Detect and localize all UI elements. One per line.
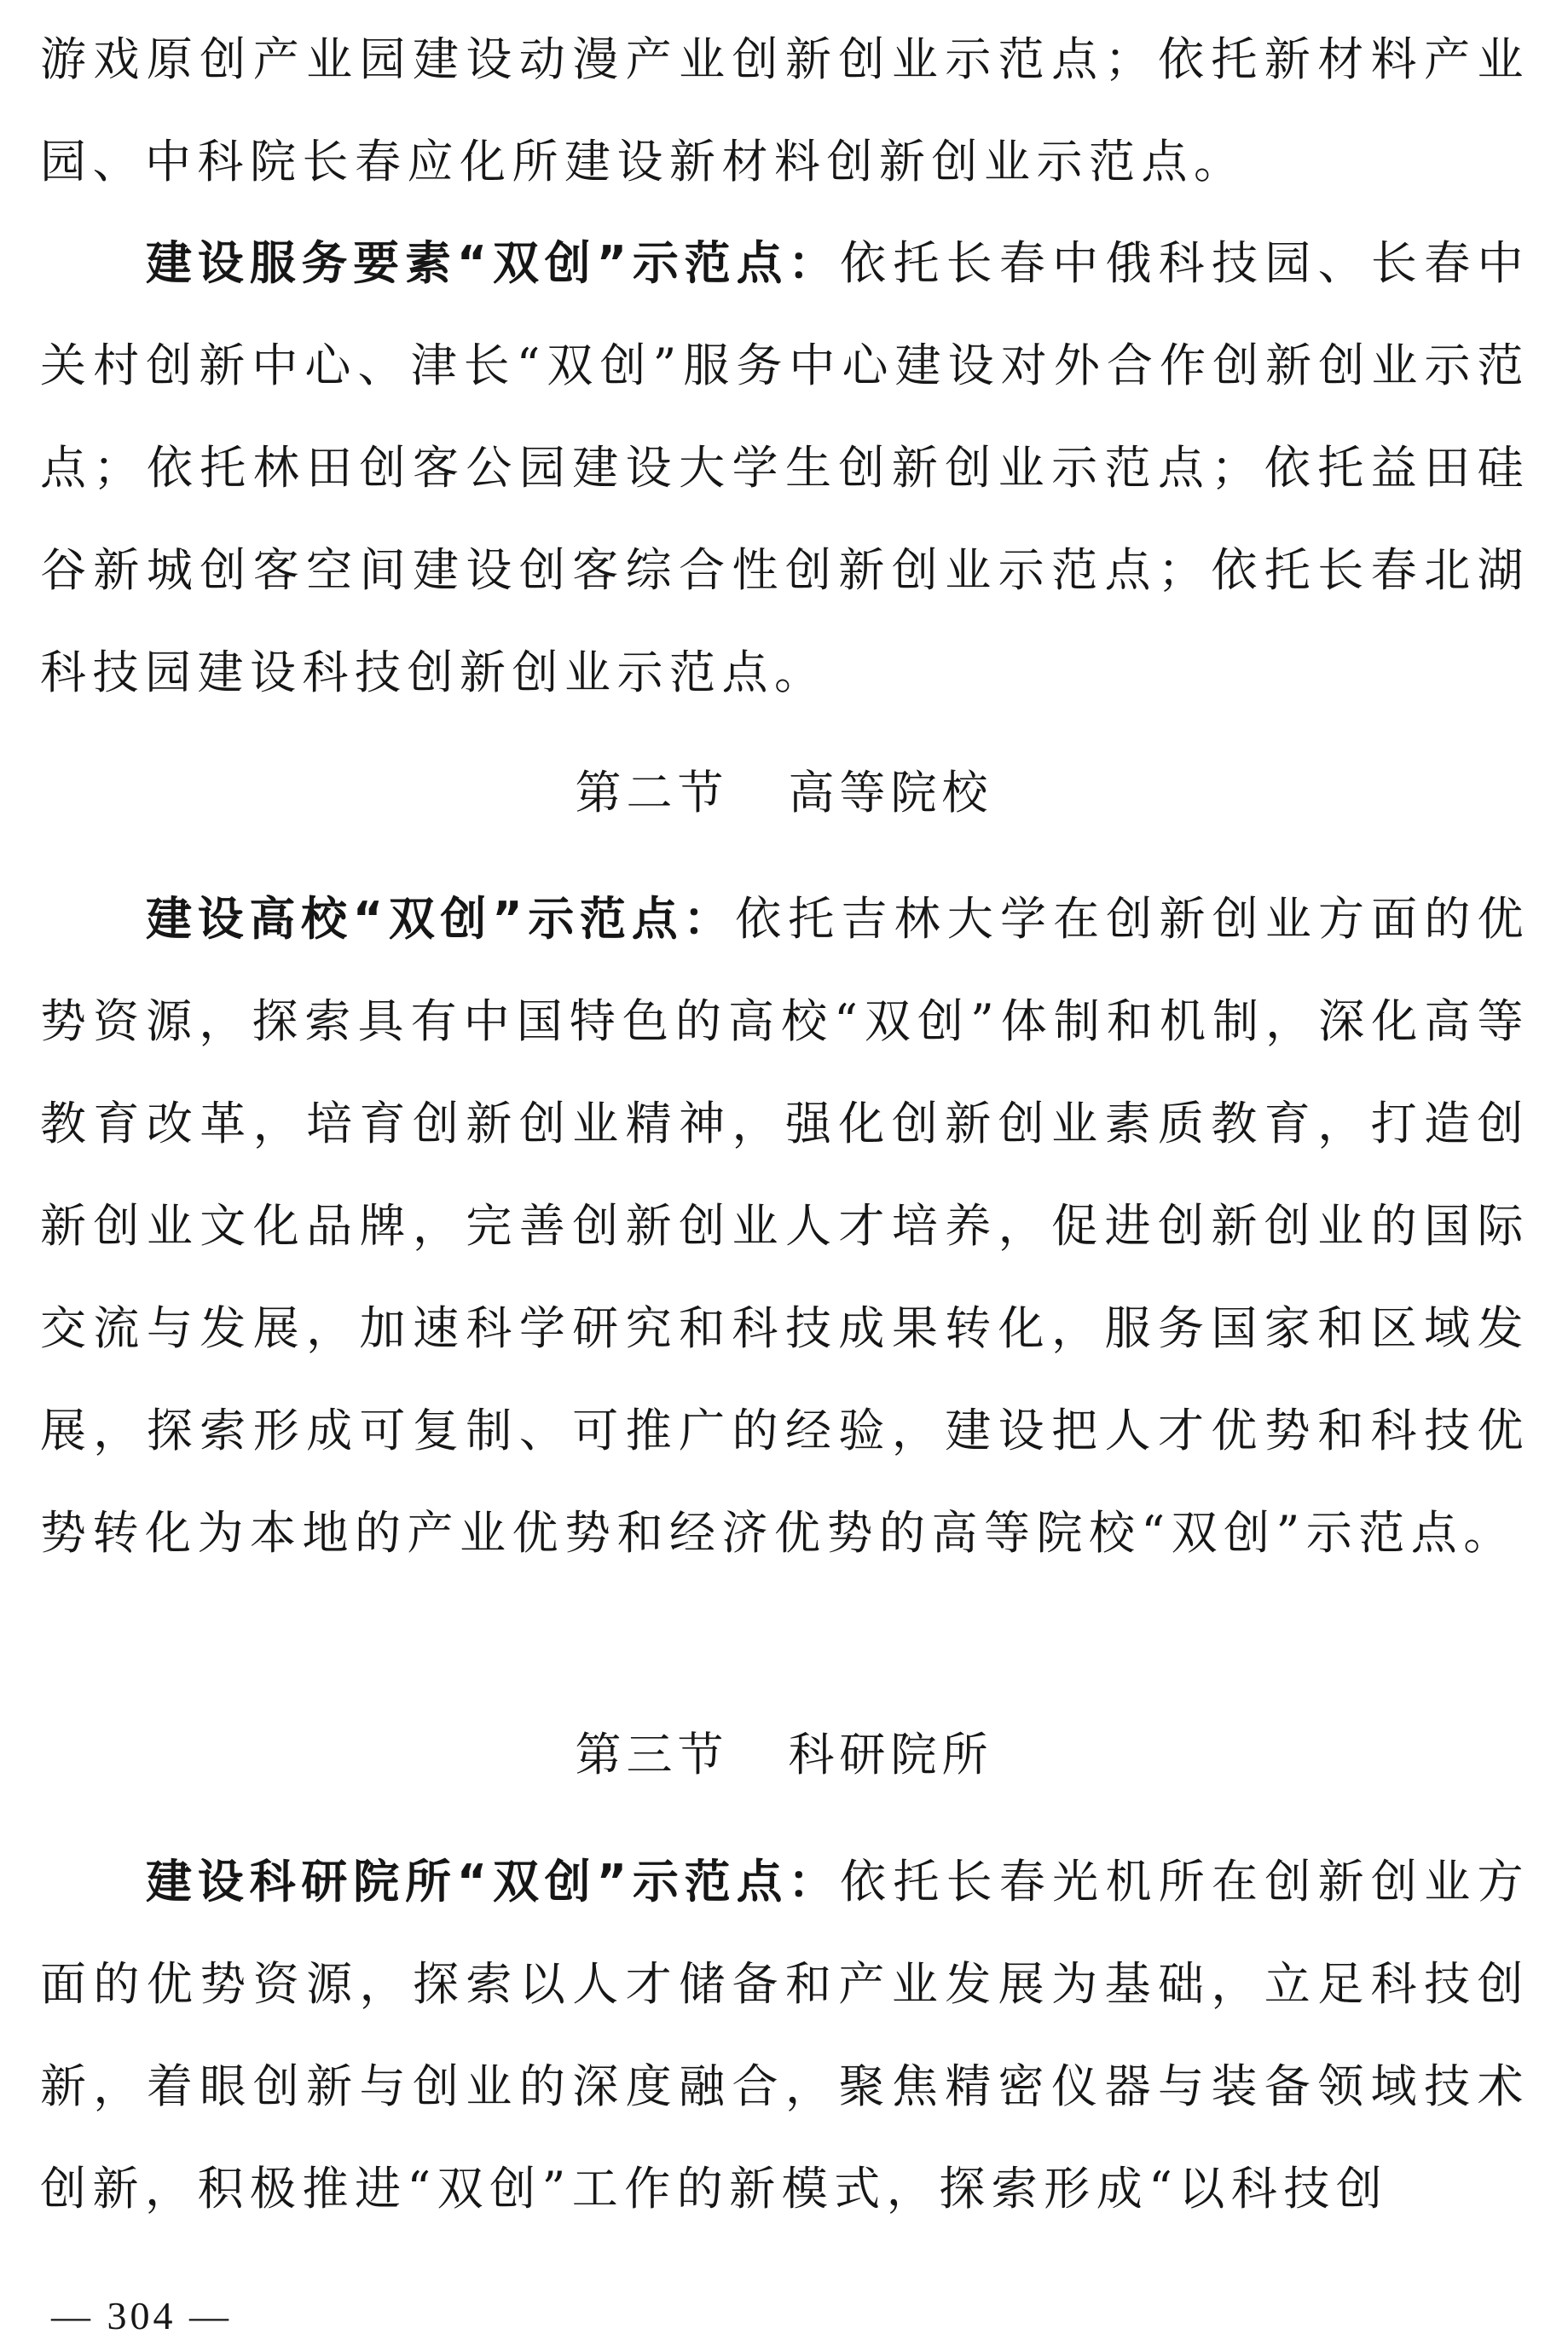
footer-dash-left: — [51, 2294, 94, 2337]
section-title: 高等院校 [788, 766, 993, 820]
page-footer [51, 2292, 232, 2340]
section-number: 第二节 [575, 766, 729, 820]
paragraph-text: 依托长春光机所在创新创业方面的优势资源，探索以人才储备和产业发展为基础，立足科技创新，着眼创新与创业的深度融合，聚焦精密仪器与装备领域技术创新，积极推进“双创”工作的新模式，探索形成“以科技创 [40, 1855, 1530, 2215]
section-number: 第三节 [575, 1728, 729, 1781]
page-number: 304 [107, 2294, 176, 2337]
section-title: 科研院所 [788, 1728, 993, 1781]
paragraph-research-institutes [40, 1831, 1530, 2240]
paragraph-continued [40, 9, 1530, 213]
paragraph-lead: 建设高校“双创”示范点： [146, 892, 736, 946]
paragraph-text: 游戏原创产业园建设动漫产业创新创业示范点；依托新材料产业园、中科院长春应化所建设新材料创新创业示范点。 [40, 32, 1530, 188]
section-heading-2 [0, 742, 1568, 844]
paragraph-lead: 建设科研院所“双创”示范点： [146, 1855, 841, 1908]
paragraph-lead: 建设服务要素“双创”示范点： [146, 236, 841, 290]
section-heading-3 [0, 1704, 1568, 1806]
paragraph-text: 依托吉林大学在创新创业方面的优势资源，探索具有中国特色的高校“双创”体制和机制，深化高等教育改革，培育创新创业精神，强化创新创业素质教育，打造创新创业文化品牌，完善创新创业人才培养，促进创新创业的国际交流与发展，加速科学研究和科技成果转化，服务国家和区域发展，探索形成可复制、可推广的经验，建设把人才优势和科技优势转化为本地的产业优势和经济优势的高等院校“双创”示范点。 [40, 892, 1530, 1560]
paragraph-text: 依托长春中俄科技园、长春中关村创新中心、津长“双创”服务中心建设对外合作创新创业示范点；依托林田创客公园建设大学生创新创业示范点；依托益田硅谷新城创客空间建设创客综合性创新创业示范点；依托长春北湖科技园建设科技创新创业示范点。 [40, 236, 1530, 699]
footer-dash-right: — [189, 2294, 232, 2337]
paragraph-service-elements [40, 212, 1530, 724]
paragraph-universities [40, 868, 1530, 1584]
